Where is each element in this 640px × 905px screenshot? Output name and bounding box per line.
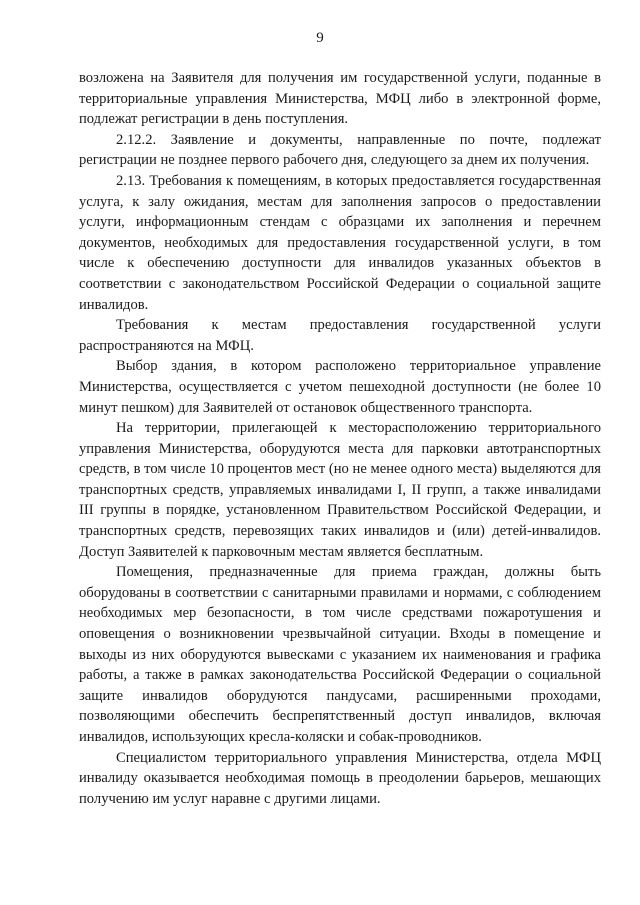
paragraph-building-choice: Выбор здания, в котором расположено территориальное управление Министерства, осуществляется с учетом пешеходной доступности (не более 10 минут пешком) для Заявителей от остановок общественного транспорта. xyxy=(79,358,601,416)
paragraph-2-13: 2.13. Требования к помещениям, в которых предоставляется государственная услуга, к залу ожидания, местам для заполнения запросов о предоставлении услуги, информационным стендам с образцами их заполнения и перечнем документов, необходимых для предоставления государственной услуги, в том числе к обеспечению доступности для инвалидов указанных объектов в соответствии с законодательством Российской Федерации о социальной защите инвалидов. xyxy=(79,172,601,313)
paragraph-2-12-2: 2.12.2. Заявление и документы, направленные по почте, подлежат регистрации не позднее первого рабочего дня, следующего за днем их получения. xyxy=(79,131,601,169)
document-body xyxy=(79,68,601,809)
paragraph-assistance: Специалистом территориального управления Министерства, отдела МФЦ инвалиду оказывается необходимая помощь в преодолении барьеров, мешающих получению им услуг наравне с другими лицами. xyxy=(79,749,601,807)
paragraph-premises: Помещения, предназначенные для приема граждан, должны быть оборудованы в соответствии с санитарными правилами и нормами, с соблюдением необходимых мер безопасности, в том числе средствами пожаротушения и оповещения о возникновении чрезвычайной ситуации. Входы в помещение и выходы из них оборудуются вывесками с указанием их наименования и графика работы, а также в рамках законодательства Российской Федерации о социальной защите инвалидов оборудуются пандусами, расширенными проходами, позволяющими обеспечить беспрепятственный доступ инвалидов, включая инвалидов, использующих кресла-коляски и собак-проводников. xyxy=(79,564,601,745)
paragraph-requirements-mfc: Требования к местам предоставления государственной услуги распространяются на МФЦ. xyxy=(79,317,601,354)
paragraph-continuation: возложена на Заявителя для получения им государственной услуги, поданные в территориальные управления Министерства, МФЦ либо в электронной форме, подлежат регистрации в день поступления. xyxy=(79,70,601,128)
page-number: 9 xyxy=(316,30,324,46)
paragraph-parking: На территории, прилегающей к месторасположению территориального управления Министерства, оборудуются места для парковки автотранспортных средств, в том числе 10 процентов мест (но не менее одного места) выделяются для транспортных средств, управляемых инвалидами I, II групп, а также инвалидами III группы в порядке, установленном Правительством Российской Федерации, и транспортных средств, перевозящих таких инвалидов и (или) детей-инвалидов. Доступ Заявителей к парковочным местам является бесплатным. xyxy=(79,420,601,560)
